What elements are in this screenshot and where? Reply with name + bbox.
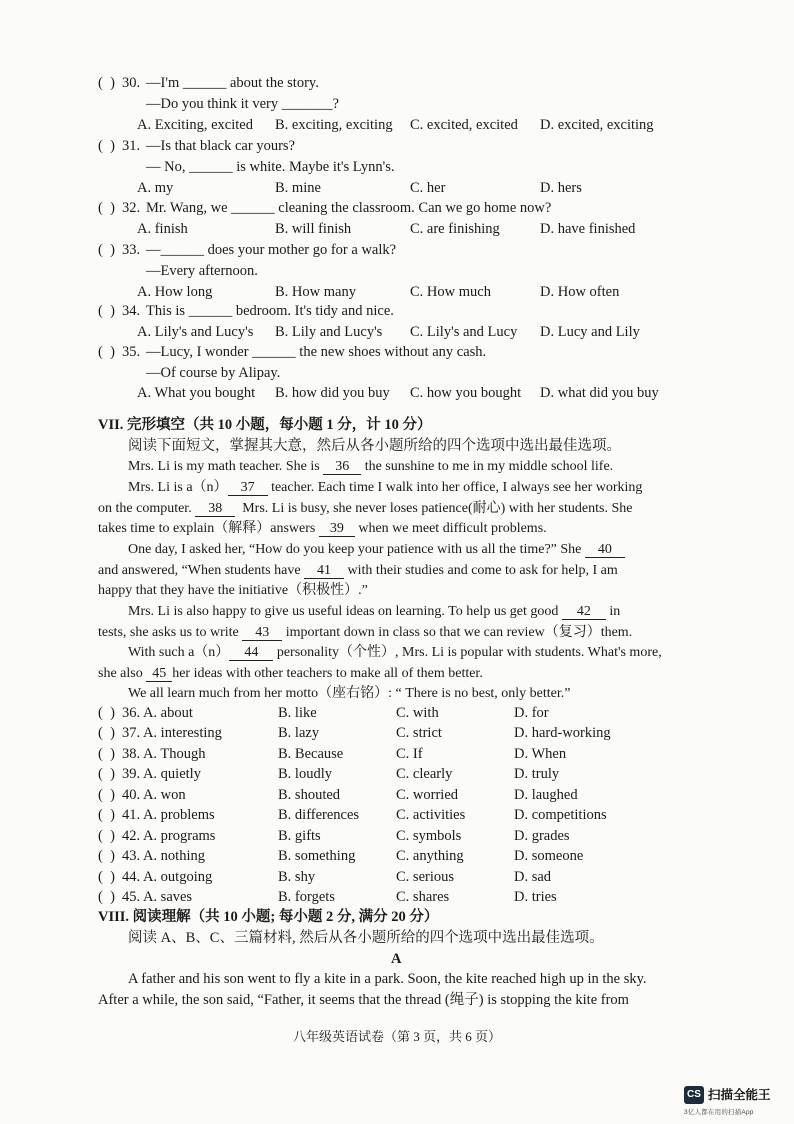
page-footer: 八年级英语试卷（第 3 页，共 6 页） <box>292 1029 501 1044</box>
question-stem: —Lucy, I wonder ______ the new shoes without any cash. <box>146 344 487 360</box>
passage-segment: she also <box>98 666 147 681</box>
option-c: C. with <box>396 705 439 721</box>
option-c: C. If <box>396 746 423 762</box>
option-d: D. excited, exciting <box>540 117 654 133</box>
option-d: D. sad <box>514 869 552 885</box>
answer-paren: ( ) <box>98 766 115 782</box>
option-a: 44. A. outgoing <box>122 869 213 885</box>
answer-paren: ( ) <box>98 848 115 864</box>
option-b: B. gifts <box>278 828 321 844</box>
reading-text: A father and his son went to fly a kite in a park. Soon, the kite reached high up in the sky. <box>128 971 647 987</box>
option-d: D. grades <box>514 828 570 844</box>
question-stem: Mr. Wang, we ______ cleaning the classroom. Can we go home now? <box>146 200 552 216</box>
passage-segment: takes time to explain（解释）answers <box>98 521 319 536</box>
cloze-line <box>0 518 794 539</box>
cloze-item-42 <box>0 826 794 847</box>
passage-text <box>98 518 547 539</box>
question-stem-line2 <box>0 94 794 115</box>
passage-segment: Mrs. Li is busy, she never loses patience(耐心) with her students. She <box>235 501 633 516</box>
option-c: C. worried <box>396 787 459 803</box>
question-stem: —______ does your mother go for a walk? <box>146 242 397 258</box>
option-c: C. serious <box>396 869 454 885</box>
passage-text <box>128 642 662 663</box>
cloze-line <box>0 622 794 643</box>
option-b: B. differences <box>278 807 360 823</box>
passage-segment: in <box>605 604 621 619</box>
cloze-line <box>0 683 794 704</box>
option-b: B. Because <box>278 746 344 762</box>
question-options <box>0 178 794 199</box>
option-d: D. have finished <box>540 221 636 237</box>
question-number: 33. <box>122 242 141 258</box>
option-d: D. Lucy and Lily <box>540 324 640 340</box>
question-number: 35. <box>122 344 141 360</box>
cloze-item-44 <box>0 867 794 888</box>
section-8-instruction <box>0 928 794 949</box>
passage-segment: With such a（n） <box>128 645 230 660</box>
question-options <box>0 383 794 404</box>
option-a: 43. A. nothing <box>122 848 205 864</box>
answer-paren: ( ) <box>98 828 115 844</box>
question-stem: —Is that black car yours? <box>146 138 295 154</box>
question-options <box>0 282 794 303</box>
passage-text <box>128 456 613 477</box>
passage-text <box>98 663 483 684</box>
question-34 <box>0 301 794 322</box>
reading-line <box>0 990 794 1011</box>
option-a: 38. A. Though <box>122 746 206 762</box>
passage-segment: happy that they have the initiative（积极性）.” <box>98 583 368 598</box>
option-b: B. lazy <box>278 725 320 741</box>
cloze-item-40 <box>0 785 794 806</box>
option-c: C. clearly <box>396 766 453 782</box>
passage-text <box>128 601 620 622</box>
option-b: B. How many <box>275 284 356 300</box>
reading-text: After a while, the son said, “Father, it seems that the thread (绳子) is stopping the kite from <box>98 992 629 1008</box>
cloze-line <box>0 456 794 477</box>
option-b: B. something <box>278 848 356 864</box>
question-31 <box>0 136 794 157</box>
cloze-item-36 <box>0 703 794 724</box>
question-options <box>0 219 794 240</box>
passage-segment: her ideas with other teachers to make all of them better. <box>172 666 483 681</box>
passage-segment: tests, she asks us to write <box>98 625 243 640</box>
brand-tagline: 3亿人都在用的扫描App <box>684 1109 754 1116</box>
question-stem-line2 <box>0 157 794 178</box>
option-b: B. exciting, exciting <box>275 117 393 133</box>
blank-43: 43 <box>242 623 282 641</box>
option-d: D. When <box>514 746 567 762</box>
passage-text <box>98 498 632 519</box>
passage-segment: with their studies and come to ask for help, I am <box>344 563 618 578</box>
cloze-item-41 <box>0 805 794 826</box>
option-b: B. forgets <box>278 889 335 905</box>
option-d: D. laughed <box>514 787 578 803</box>
section-7-instruction <box>0 436 794 457</box>
passage-segment: teacher. Each time I walk into her office, I always see her working <box>267 480 643 495</box>
answer-paren: ( ) <box>98 303 115 319</box>
option-b: B. loudly <box>278 766 332 782</box>
passage-segment: when we meet difficult problems. <box>354 521 547 536</box>
cloze-item-37 <box>0 723 794 744</box>
question-number: 32. <box>122 200 141 216</box>
question-options <box>0 115 794 136</box>
passage-text <box>128 683 570 704</box>
answer-paren: ( ) <box>98 138 115 154</box>
question-32 <box>0 198 794 219</box>
option-b: B. shouted <box>278 787 341 803</box>
option-a: A. What you bought <box>137 385 256 401</box>
option-d: D. tries <box>514 889 557 905</box>
answer-paren: ( ) <box>98 75 115 91</box>
option-c: C. how you bought <box>410 385 522 401</box>
scanner-watermark <box>684 1083 788 1117</box>
passage-segment: personality（个性）, Mrs. Li is popular with students. What's more, <box>273 645 662 660</box>
cloze-line <box>0 642 794 663</box>
option-d: D. How often <box>540 284 620 300</box>
passage-segment: We all learn much from her motto（座右铭）: “ There is no best, only better.” <box>128 686 571 701</box>
cloze-line <box>0 580 794 601</box>
option-b: B. Lily and Lucy's <box>275 324 383 340</box>
passage-segment: important down in class so that we can review（复习）them. <box>282 625 633 640</box>
cloze-item-38 <box>0 744 794 765</box>
question-number: 30. <box>122 75 141 91</box>
option-b: B. shy <box>278 869 316 885</box>
option-a: A. finish <box>137 221 188 237</box>
answer-paren: ( ) <box>98 725 115 741</box>
option-d: D. competitions <box>514 807 607 823</box>
cloze-line <box>0 601 794 622</box>
cloze-line <box>0 539 794 560</box>
option-a: A. Exciting, excited <box>137 117 253 133</box>
blank-44: 44 <box>229 643 273 661</box>
option-c: C. shares <box>396 889 450 905</box>
question-stem: —I'm ______ about the story. <box>146 75 319 91</box>
question-stem: This is ______ bedroom. It's tidy and nice. <box>146 303 394 319</box>
cloze-item-43 <box>0 846 794 867</box>
option-a: A. Lily's and Lucy's <box>137 324 254 340</box>
section-heading: VIII. 阅读理解（共 10 小题; 每小题 2 分, 满分 20 分） <box>98 909 439 925</box>
cloze-line <box>0 663 794 684</box>
blank-37: 37 <box>228 478 268 496</box>
question-stem-line2 <box>0 363 794 384</box>
answer-paren: ( ) <box>98 787 115 803</box>
section-7-heading <box>0 415 794 436</box>
option-b: B. will finish <box>275 221 352 237</box>
passage-a-label: A <box>391 951 402 967</box>
passage-text <box>128 539 625 560</box>
question-stem-line2 <box>0 261 794 282</box>
section-instruction: 阅读 A、B、C、三篇材料, 然后从各小题所给的四个选项中选出最佳选项。 <box>128 930 604 946</box>
section-instruction: 阅读下面短文，掌握其大意，然后从各小题所给的四个选项中选出最佳选项。 <box>128 438 621 454</box>
passage-segment: Mrs. Li is my math teacher. She is <box>128 459 324 474</box>
section-heading: VII. 完形填空（共 10 小题，每小题 1 分，计 10 分） <box>98 417 432 433</box>
passage-text <box>98 580 368 601</box>
question-stem: — No, ______ is white. Maybe it's Lynn's. <box>146 159 395 175</box>
blank-45: 45 <box>146 664 172 682</box>
answer-paren: ( ) <box>98 869 115 885</box>
option-a: 36. A. about <box>122 705 193 721</box>
option-d: D. for <box>514 705 549 721</box>
cloze-item-39 <box>0 764 794 785</box>
question-30 <box>0 73 794 94</box>
option-a: 39. A. quietly <box>122 766 201 782</box>
option-b: B. like <box>278 705 317 721</box>
option-c: C. anything <box>396 848 464 864</box>
question-35 <box>0 342 794 363</box>
option-c: C. excited, excited <box>410 117 518 133</box>
option-a: 42. A. programs <box>122 828 216 844</box>
option-c: C. are finishing <box>410 221 500 237</box>
option-a: A. How long <box>137 284 213 300</box>
passage-segment: Mrs. Li is also happy to give us useful ideas on learning. To help us get good <box>128 604 562 619</box>
blank-39: 39 <box>319 519 355 537</box>
option-c: C. symbols <box>396 828 462 844</box>
blank-42: 42 <box>562 602 606 620</box>
answer-paren: ( ) <box>98 242 115 258</box>
passage-segment: Mrs. Li is a（n） <box>128 480 228 495</box>
option-a: 37. A. interesting <box>122 725 222 741</box>
passage-segment: and answered, “When students have <box>98 563 305 578</box>
option-d: D. truly <box>514 766 560 782</box>
option-c: C. activities <box>396 807 466 823</box>
question-number: 34. <box>122 303 141 319</box>
option-a: 41. A. problems <box>122 807 215 823</box>
passage-segment: One day, I asked her, “How do you keep your patience with us all the time?” She <box>128 542 585 557</box>
option-a: 40. A. won <box>122 787 186 803</box>
option-c: C. Lily's and Lucy <box>410 324 518 340</box>
answer-paren: ( ) <box>98 807 115 823</box>
brand-name: 扫描全能王 <box>708 1088 771 1102</box>
blank-36: 36 <box>323 457 361 475</box>
blank-40: 40 <box>585 540 625 558</box>
passage-text <box>98 560 618 581</box>
answer-paren: ( ) <box>98 200 115 216</box>
option-d: D. what did you buy <box>540 385 659 401</box>
answer-paren: ( ) <box>98 344 115 360</box>
question-options <box>0 322 794 343</box>
question-stem: —Of course by Alipay. <box>146 365 281 381</box>
question-33 <box>0 240 794 261</box>
answer-paren: ( ) <box>98 705 115 721</box>
option-c: C. How much <box>410 284 491 300</box>
blank-41: 41 <box>304 561 344 579</box>
option-c: C. strict <box>396 725 442 741</box>
passage-label <box>0 949 794 970</box>
cs-logo-icon: CS <box>684 1086 704 1104</box>
passage-segment: the sunshine to me in my middle school life. <box>361 459 614 474</box>
question-stem: —Do you think it very _______? <box>146 96 339 112</box>
option-c: C. her <box>410 180 446 196</box>
cloze-line <box>0 498 794 519</box>
option-d: D. someone <box>514 848 584 864</box>
option-d: D. hard-working <box>514 725 611 741</box>
answer-paren: ( ) <box>98 889 115 905</box>
section-8-heading <box>0 907 794 928</box>
cloze-item-45 <box>0 887 794 908</box>
option-b: B. how did you buy <box>275 385 390 401</box>
passage-segment: on the computer. <box>98 501 196 516</box>
passage-text <box>98 622 632 643</box>
option-a: 45. A. saves <box>122 889 193 905</box>
question-number: 31. <box>122 138 141 154</box>
question-stem: —Every afternoon. <box>146 263 258 279</box>
passage-text <box>128 477 642 498</box>
cloze-line <box>0 477 794 498</box>
answer-paren: ( ) <box>98 746 115 762</box>
option-d: D. hers <box>540 180 582 196</box>
cloze-line <box>0 560 794 581</box>
blank-38: 38 <box>195 499 235 517</box>
reading-line <box>0 969 794 990</box>
option-b: B. mine <box>275 180 321 196</box>
option-a: A. my <box>137 180 174 196</box>
